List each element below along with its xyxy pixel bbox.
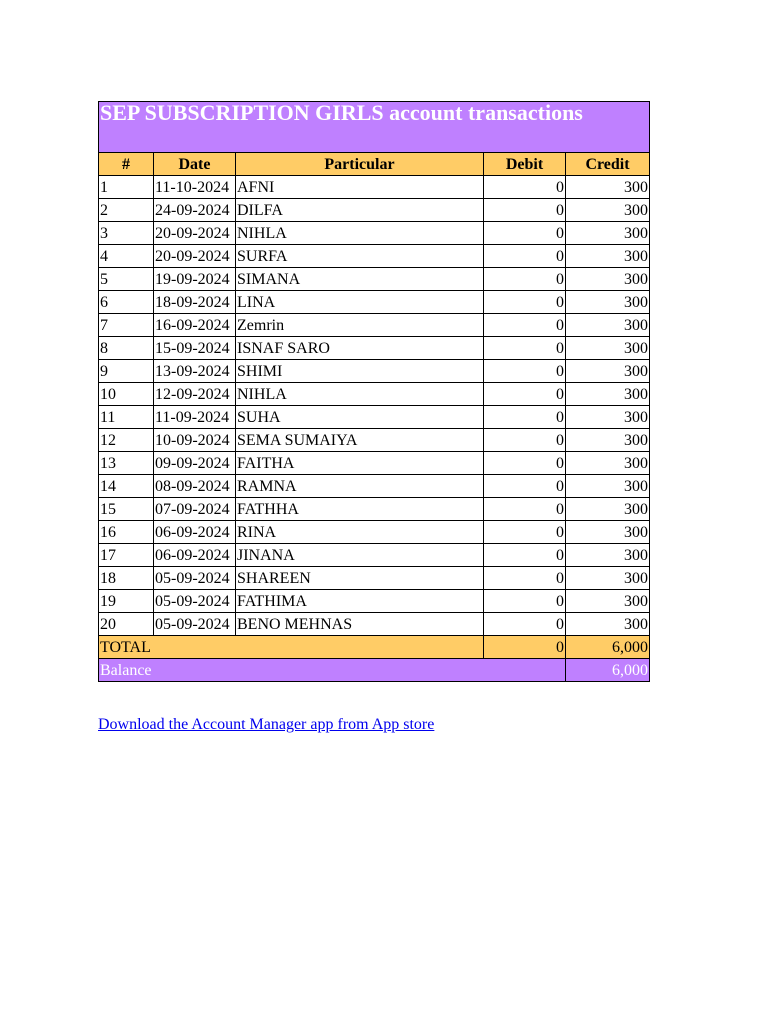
row-date: 12-09-2024: [154, 383, 236, 406]
balance-value: 6,000: [566, 659, 650, 682]
row-number: 3: [99, 222, 154, 245]
row-number: 10: [99, 383, 154, 406]
column-header-debit: Debit: [484, 153, 566, 176]
row-number: 15: [99, 498, 154, 521]
row-number: 13: [99, 452, 154, 475]
total-row: [99, 636, 650, 659]
row-date: 16-09-2024: [154, 314, 236, 337]
row-debit: 0: [484, 452, 566, 475]
row-date: 08-09-2024: [154, 475, 236, 498]
row-particular: NIHLA: [236, 383, 484, 406]
row-debit: 0: [484, 222, 566, 245]
row-debit: 0: [484, 429, 566, 452]
transactions-body: [99, 176, 650, 636]
row-date: 07-09-2024: [154, 498, 236, 521]
table-row: [99, 314, 650, 337]
row-date: 11-10-2024: [154, 176, 236, 199]
row-credit: 300: [566, 613, 650, 636]
row-particular: SHAREEN: [236, 567, 484, 590]
table-header-row: [99, 153, 650, 176]
row-number: 9: [99, 360, 154, 383]
row-credit: 300: [566, 314, 650, 337]
row-particular: SURFA: [236, 245, 484, 268]
row-particular: SIMANA: [236, 268, 484, 291]
row-debit: 0: [484, 176, 566, 199]
row-credit: 300: [566, 176, 650, 199]
row-debit: 0: [484, 475, 566, 498]
row-date: 05-09-2024: [154, 567, 236, 590]
row-debit: 0: [484, 268, 566, 291]
table-row: [99, 406, 650, 429]
transactions-table: [98, 101, 650, 682]
row-credit: 300: [566, 544, 650, 567]
table-row: [99, 429, 650, 452]
row-date: 11-09-2024: [154, 406, 236, 429]
row-credit: 300: [566, 222, 650, 245]
row-particular: SHIMI: [236, 360, 484, 383]
table-row: [99, 521, 650, 544]
row-debit: 0: [484, 314, 566, 337]
table-row: [99, 337, 650, 360]
row-credit: 300: [566, 360, 650, 383]
row-debit: 0: [484, 245, 566, 268]
row-debit: 0: [484, 199, 566, 222]
row-date: 20-09-2024: [154, 222, 236, 245]
table-row: [99, 567, 650, 590]
row-debit: 0: [484, 613, 566, 636]
row-particular: SUHA: [236, 406, 484, 429]
row-particular: ISNAF SARO: [236, 337, 484, 360]
row-particular: Zemrin: [236, 314, 484, 337]
row-debit: 0: [484, 521, 566, 544]
balance-row: [99, 659, 650, 682]
total-label: TOTAL: [99, 636, 484, 659]
row-date: 09-09-2024: [154, 452, 236, 475]
row-particular: NIHLA: [236, 222, 484, 245]
row-particular: RINA: [236, 521, 484, 544]
row-particular: DILFA: [236, 199, 484, 222]
row-date: 10-09-2024: [154, 429, 236, 452]
table-row: [99, 544, 650, 567]
row-debit: 0: [484, 291, 566, 314]
table-row: [99, 383, 650, 406]
row-debit: 0: [484, 383, 566, 406]
row-number: 19: [99, 590, 154, 613]
row-particular: FATHIMA: [236, 590, 484, 613]
table-row: [99, 176, 650, 199]
row-date: 06-09-2024: [154, 544, 236, 567]
row-date: 13-09-2024: [154, 360, 236, 383]
row-credit: 300: [566, 245, 650, 268]
row-debit: 0: [484, 544, 566, 567]
row-particular: RAMNA: [236, 475, 484, 498]
total-debit: 0: [484, 636, 566, 659]
row-credit: 300: [566, 429, 650, 452]
table-row: [99, 590, 650, 613]
row-number: 5: [99, 268, 154, 291]
row-debit: 0: [484, 498, 566, 521]
row-credit: 300: [566, 199, 650, 222]
table-row: [99, 222, 650, 245]
row-number: 20: [99, 613, 154, 636]
table-row: [99, 245, 650, 268]
row-credit: 300: [566, 383, 650, 406]
table-row: [99, 613, 650, 636]
row-credit: 300: [566, 406, 650, 429]
row-particular: AFNI: [236, 176, 484, 199]
row-number: 6: [99, 291, 154, 314]
row-date: 05-09-2024: [154, 590, 236, 613]
row-credit: 300: [566, 268, 650, 291]
table-row: [99, 199, 650, 222]
table-row: [99, 452, 650, 475]
row-debit: 0: [484, 590, 566, 613]
row-date: 20-09-2024: [154, 245, 236, 268]
row-number: 8: [99, 337, 154, 360]
page-title: SEP SUBSCRIPTION GIRLS account transactions: [99, 102, 650, 153]
row-credit: 300: [566, 521, 650, 544]
row-number: 12: [99, 429, 154, 452]
row-particular: FAITHA: [236, 452, 484, 475]
row-credit: 300: [566, 498, 650, 521]
row-number: 11: [99, 406, 154, 429]
row-number: 16: [99, 521, 154, 544]
row-particular: JINANA: [236, 544, 484, 567]
column-header-date: Date: [154, 153, 236, 176]
row-date: 18-09-2024: [154, 291, 236, 314]
row-date: 15-09-2024: [154, 337, 236, 360]
table-row: [99, 268, 650, 291]
row-number: 17: [99, 544, 154, 567]
row-credit: 300: [566, 337, 650, 360]
row-debit: 0: [484, 406, 566, 429]
row-credit: 300: [566, 590, 650, 613]
table-row: [99, 475, 650, 498]
column-header-particular: Particular: [236, 153, 484, 176]
row-particular: FATHHA: [236, 498, 484, 521]
row-number: 7: [99, 314, 154, 337]
row-debit: 0: [484, 360, 566, 383]
row-number: 4: [99, 245, 154, 268]
row-particular: SEMA SUMAIYA: [236, 429, 484, 452]
row-debit: 0: [484, 337, 566, 360]
table-row: [99, 498, 650, 521]
row-date: 19-09-2024: [154, 268, 236, 291]
row-date: 05-09-2024: [154, 613, 236, 636]
row-date: 06-09-2024: [154, 521, 236, 544]
row-credit: 300: [566, 452, 650, 475]
column-header-number: #: [99, 153, 154, 176]
table-row: [99, 360, 650, 383]
row-number: 1: [99, 176, 154, 199]
row-particular: LINA: [236, 291, 484, 314]
row-number: 2: [99, 199, 154, 222]
row-number: 14: [99, 475, 154, 498]
download-app-link[interactable]: Download the Account Manager app from App store: [98, 716, 435, 733]
row-credit: 300: [566, 567, 650, 590]
row-number: 18: [99, 567, 154, 590]
table-row: [99, 291, 650, 314]
row-debit: 0: [484, 567, 566, 590]
column-header-credit: Credit: [566, 153, 650, 176]
row-particular: BENO MEHNAS: [236, 613, 484, 636]
total-credit: 6,000: [566, 636, 650, 659]
balance-label: Balance: [99, 659, 566, 682]
row-credit: 300: [566, 291, 650, 314]
row-credit: 300: [566, 475, 650, 498]
row-date: 24-09-2024: [154, 199, 236, 222]
